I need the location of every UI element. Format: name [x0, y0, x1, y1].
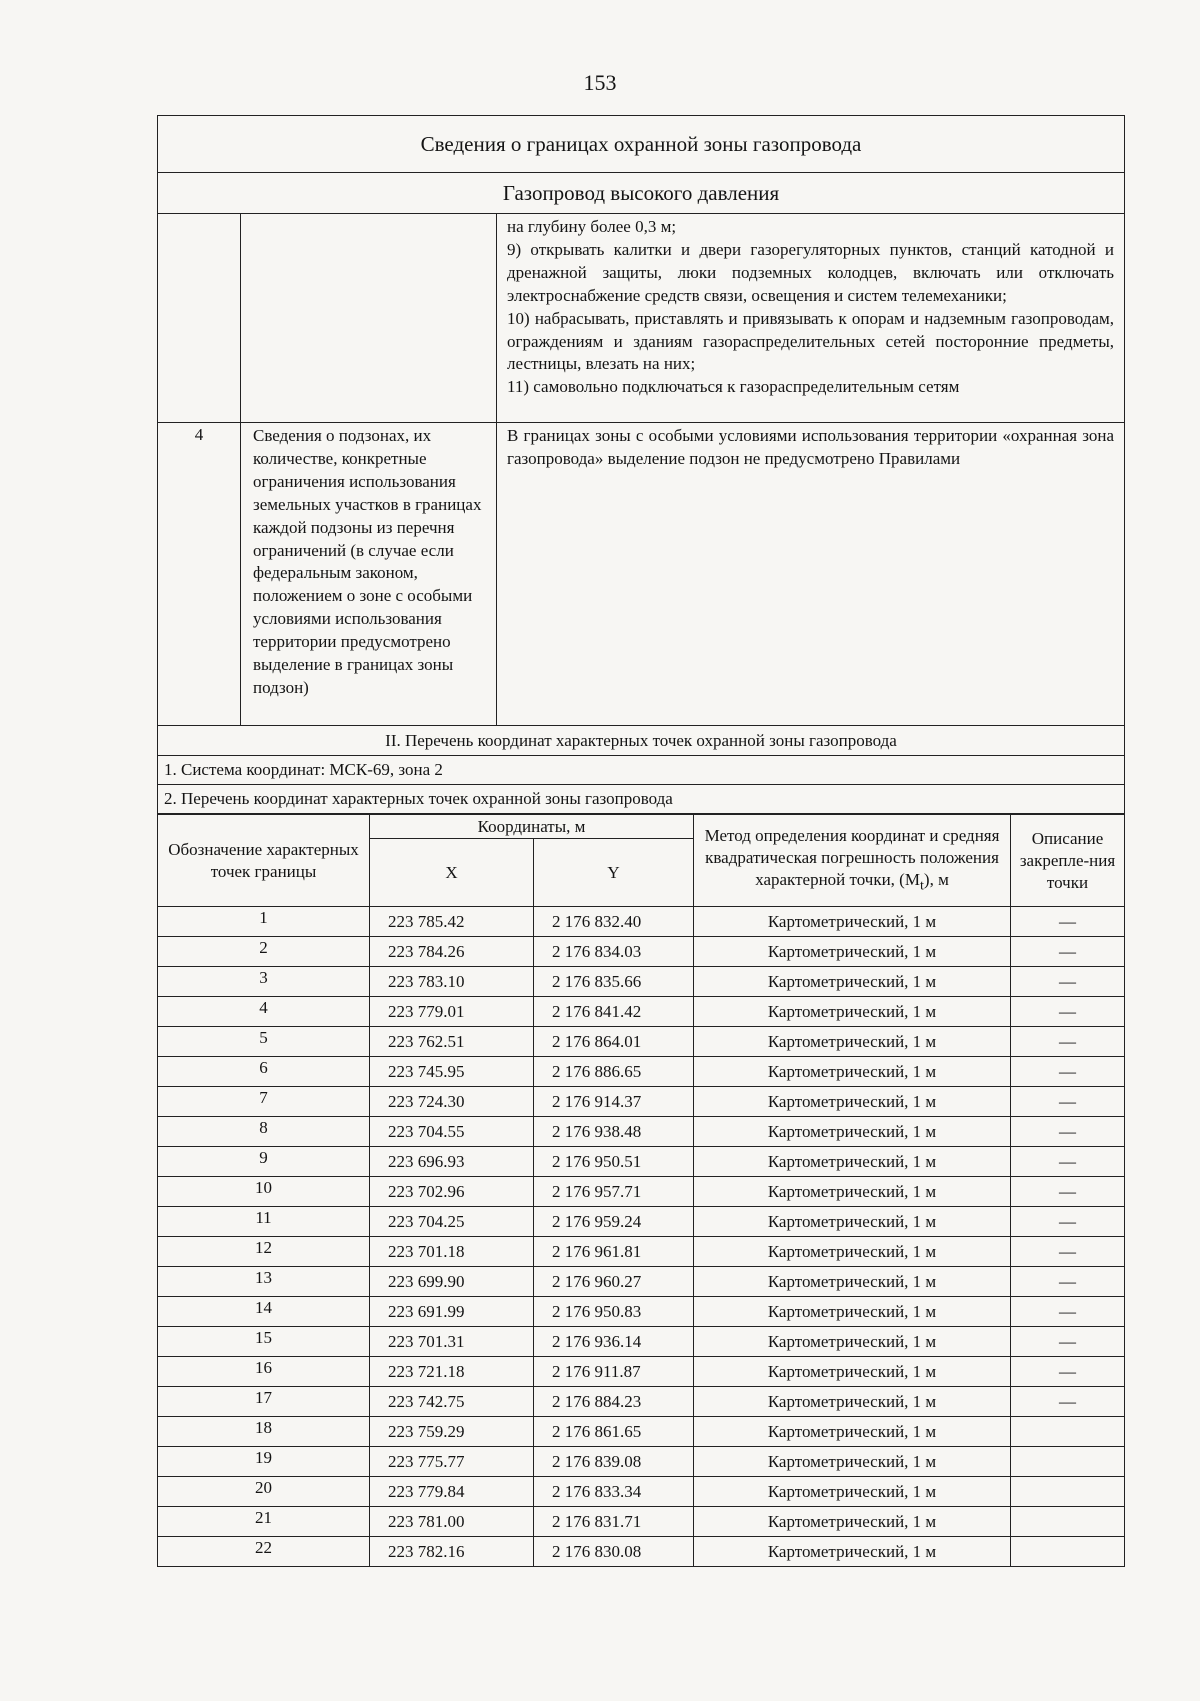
cell-d: — — [1011, 1327, 1125, 1357]
cell-d: — — [1011, 907, 1125, 937]
cell-n: 14 — [158, 1297, 370, 1327]
subzones-value: В границах зоны с особыми условиями использования территории «охранная зона газопровода» выделение подзон не предусмотрено Правилами — [507, 426, 1115, 468]
cell-x: 223 762.51 — [370, 1027, 534, 1057]
cell-n: 19 — [158, 1447, 370, 1477]
cell-d: — — [1011, 1357, 1125, 1387]
table-row — [158, 1297, 1125, 1327]
cell-y: 2 176 936.14 — [534, 1327, 694, 1357]
cell-m: Картометрический, 1 м — [694, 1147, 1011, 1177]
col-coords-header: Координаты, м — [370, 815, 694, 839]
cell-y: 2 176 950.83 — [534, 1297, 694, 1327]
page-number: 153 — [583, 70, 617, 95]
cell-n: 13 — [158, 1267, 370, 1297]
cell-y: 2 176 884.23 — [534, 1387, 694, 1417]
cell-d: — — [1011, 1267, 1125, 1297]
cell-n: 10 — [158, 1177, 370, 1207]
cell-d: — — [1011, 1387, 1125, 1417]
cell-d: — — [1011, 1057, 1125, 1087]
coordinates-rows — [158, 907, 1125, 1567]
cell-m: Картометрический, 1 м — [694, 1177, 1011, 1207]
cell-x: 223 759.29 — [370, 1417, 534, 1447]
cell-m: Картометрический, 1 м — [694, 967, 1011, 997]
cell-m: Картометрический, 1 м — [694, 937, 1011, 967]
cell-y: 2 176 832.40 — [534, 907, 694, 937]
cell-y: 2 176 938.48 — [534, 1117, 694, 1147]
table-row — [158, 1207, 1125, 1237]
continuation-label-cell — [241, 214, 497, 423]
coordinates-list-title: 2. Перечень координат характерных точек охранной зоны газопровода — [158, 785, 1125, 814]
coordinates-table — [157, 814, 1125, 1567]
cell-x: 223 779.01 — [370, 997, 534, 1027]
col-x-header: X — [370, 839, 534, 907]
cell-d — [1011, 1447, 1125, 1477]
cell-m: Картометрический, 1 м — [694, 1357, 1011, 1387]
cell-m: Картометрический, 1 м — [694, 1417, 1011, 1447]
table-row — [158, 1417, 1125, 1447]
subzones-value-cell — [497, 423, 1125, 726]
cell-d: — — [1011, 967, 1125, 997]
cell-m: Картометрический, 1 м — [694, 1087, 1011, 1117]
cell-n: 21 — [158, 1507, 370, 1537]
cell-y: 2 176 835.66 — [534, 967, 694, 997]
cell-m: Картометрический, 1 м — [694, 1267, 1011, 1297]
cell-n: 5 — [158, 1027, 370, 1057]
cell-x: 223 784.26 — [370, 937, 534, 967]
cell-x: 223 702.96 — [370, 1177, 534, 1207]
cell-d — [1011, 1477, 1125, 1507]
continuation-line: 11) самовольно подключаться к газораспределительным сетям — [507, 377, 960, 397]
cell-x: 223 785.42 — [370, 907, 534, 937]
cell-x: 223 782.16 — [370, 1537, 534, 1567]
col-y-header: Y — [534, 839, 694, 907]
cell-d: — — [1011, 1147, 1125, 1177]
table-row — [158, 1327, 1125, 1357]
cell-y: 2 176 864.01 — [534, 1027, 694, 1057]
table-row — [158, 1537, 1125, 1567]
cell-n: 16 — [158, 1357, 370, 1387]
cell-y: 2 176 950.51 — [534, 1147, 694, 1177]
subzones-row — [158, 423, 1125, 726]
table-subtitle: Газопровод высокого давления — [158, 173, 1125, 214]
cell-m: Картометрический, 1 м — [694, 907, 1011, 937]
cell-x: 223 781.00 — [370, 1507, 534, 1537]
cell-m: Картометрический, 1 м — [694, 997, 1011, 1027]
table-title: Сведения о границах охранной зоны газопровода — [158, 116, 1125, 173]
cell-n: 3 — [158, 967, 370, 997]
cell-d: — — [1011, 1027, 1125, 1057]
cell-d: — — [1011, 937, 1125, 967]
cell-y: 2 176 911.87 — [534, 1357, 694, 1387]
table-row — [158, 1447, 1125, 1477]
table-row — [158, 1507, 1125, 1537]
cell-x: 223 704.25 — [370, 1207, 534, 1237]
cell-n: 20 — [158, 1477, 370, 1507]
table-row — [158, 937, 1125, 967]
continuation-line: 9) открывать калитки и двери газорегуляторных пунктов, станций катодной и дренажной защиты, люки подземных колодцев, включать или отключать электроснабжение средств связи, освещения и систем телемеханики; — [507, 239, 1115, 305]
table-row — [158, 907, 1125, 937]
cell-y: 2 176 886.65 — [534, 1057, 694, 1087]
cell-y: 2 176 959.24 — [534, 1207, 694, 1237]
section-ii-title: II. Перечень координат характерных точек охранной зоны газопровода — [158, 726, 1125, 756]
cell-x: 223 701.31 — [370, 1327, 534, 1357]
cell-m: Картометрический, 1 м — [694, 1057, 1011, 1087]
cell-n: 17 — [158, 1387, 370, 1417]
cell-x: 223 745.95 — [370, 1057, 534, 1087]
cell-n: 12 — [158, 1237, 370, 1267]
cell-x: 223 724.30 — [370, 1087, 534, 1117]
cell-x: 223 701.18 — [370, 1237, 534, 1267]
cell-m: Картометрический, 1 м — [694, 1117, 1011, 1147]
cell-n: 18 — [158, 1417, 370, 1447]
row-number: 4 — [158, 423, 241, 726]
continuation-line: 10) набрасывать, приставлять и привязывать к опорам и надземным газопроводам, ограждениям и зданиям газораспределительных сетей посторонние предметы, лестницы, влезать на них; — [507, 308, 1115, 374]
cell-d: — — [1011, 1207, 1125, 1237]
cell-y: 2 176 830.08 — [534, 1537, 694, 1567]
cell-y: 2 176 834.03 — [534, 937, 694, 967]
cell-x: 223 696.93 — [370, 1147, 534, 1177]
cell-x: 223 699.90 — [370, 1267, 534, 1297]
cell-x: 223 721.18 — [370, 1357, 534, 1387]
cell-n: 4 — [158, 997, 370, 1027]
table-row — [158, 967, 1125, 997]
cell-x: 223 779.84 — [370, 1477, 534, 1507]
subzones-label: Сведения о подзонах, их количестве, конкретные ограничения использования земельных участков в границах каждой подзоны из перечня ограничений (в случае если федеральным законом, положением о зоне с особыми условиями использования территории предусмотрено выделение в границах зоны подзон) — [253, 426, 482, 697]
coordinate-system: 1. Система координат: МСК-69, зона 2 — [158, 756, 1125, 785]
table-row — [158, 1177, 1125, 1207]
cell-y: 2 176 961.81 — [534, 1237, 694, 1267]
cell-d: — — [1011, 1177, 1125, 1207]
cell-d — [1011, 1417, 1125, 1447]
cell-n: 15 — [158, 1327, 370, 1357]
table-row — [158, 1087, 1125, 1117]
continuation-text-cell — [497, 214, 1125, 423]
continuation-number-cell — [158, 214, 241, 423]
table-row — [158, 1387, 1125, 1417]
cell-d — [1011, 1507, 1125, 1537]
cell-m: Картометрический, 1 м — [694, 1387, 1011, 1417]
cell-n: 9 — [158, 1147, 370, 1177]
table-row — [158, 1147, 1125, 1177]
cell-m: Картометрический, 1 м — [694, 1297, 1011, 1327]
cell-d — [1011, 1537, 1125, 1567]
cell-m: Картометрический, 1 м — [694, 1237, 1011, 1267]
table-row — [158, 997, 1125, 1027]
col-method-header: Метод определения координат и средняя квадратическая погрешность положения характерной точки, $(M_t)$, м — [694, 815, 1011, 907]
cell-y: 2 176 957.71 — [534, 1177, 694, 1207]
cell-d: — — [1011, 997, 1125, 1027]
continuation-line: на глубину более 0,3 м; — [507, 217, 677, 236]
cell-x: 223 691.99 — [370, 1297, 534, 1327]
document-body — [157, 115, 1124, 1567]
col-desc-header: Описание закрепле-ния точки — [1011, 815, 1125, 907]
cell-y: 2 176 839.08 — [534, 1447, 694, 1477]
cell-n: 8 — [158, 1117, 370, 1147]
cell-y: 2 176 861.65 — [534, 1417, 694, 1447]
cell-n: 22 — [158, 1537, 370, 1567]
cell-y: 2 176 914.37 — [534, 1087, 694, 1117]
cell-x: 223 742.75 — [370, 1387, 534, 1417]
cell-m: Картометрический, 1 м — [694, 1507, 1011, 1537]
cell-m: Картометрический, 1 м — [694, 1327, 1011, 1357]
table-row — [158, 1117, 1125, 1147]
cell-n: 6 — [158, 1057, 370, 1087]
cell-n: 2 — [158, 937, 370, 967]
table-row — [158, 1357, 1125, 1387]
cell-n: 7 — [158, 1087, 370, 1117]
cell-n: 1 — [158, 907, 370, 937]
zone-info-table — [157, 115, 1125, 814]
cell-d: — — [1011, 1117, 1125, 1147]
subzones-label-cell — [241, 423, 497, 726]
cell-y: 2 176 833.34 — [534, 1477, 694, 1507]
table-row — [158, 1267, 1125, 1297]
cell-d: — — [1011, 1237, 1125, 1267]
cell-m: Картометрический, 1 м — [694, 1207, 1011, 1237]
table-row — [158, 1057, 1125, 1087]
table-row — [158, 1477, 1125, 1507]
cell-x: 223 704.55 — [370, 1117, 534, 1147]
cell-y: 2 176 960.27 — [534, 1267, 694, 1297]
cell-y: 2 176 841.42 — [534, 997, 694, 1027]
cell-m: Картометрический, 1 м — [694, 1027, 1011, 1057]
cell-m: Картометрический, 1 м — [694, 1477, 1011, 1507]
cell-m: Картометрический, 1 м — [694, 1537, 1011, 1567]
continuation-row — [158, 214, 1125, 423]
col-point-header: Обозначение характерных точек границы — [158, 815, 370, 907]
table-row — [158, 1237, 1125, 1267]
cell-m: Картометрический, 1 м — [694, 1447, 1011, 1477]
cell-d: — — [1011, 1087, 1125, 1117]
cell-x: 223 783.10 — [370, 967, 534, 997]
cell-x: 223 775.77 — [370, 1447, 534, 1477]
cell-y: 2 176 831.71 — [534, 1507, 694, 1537]
cell-d: — — [1011, 1297, 1125, 1327]
cell-n: 11 — [158, 1207, 370, 1237]
table-row — [158, 1027, 1125, 1057]
